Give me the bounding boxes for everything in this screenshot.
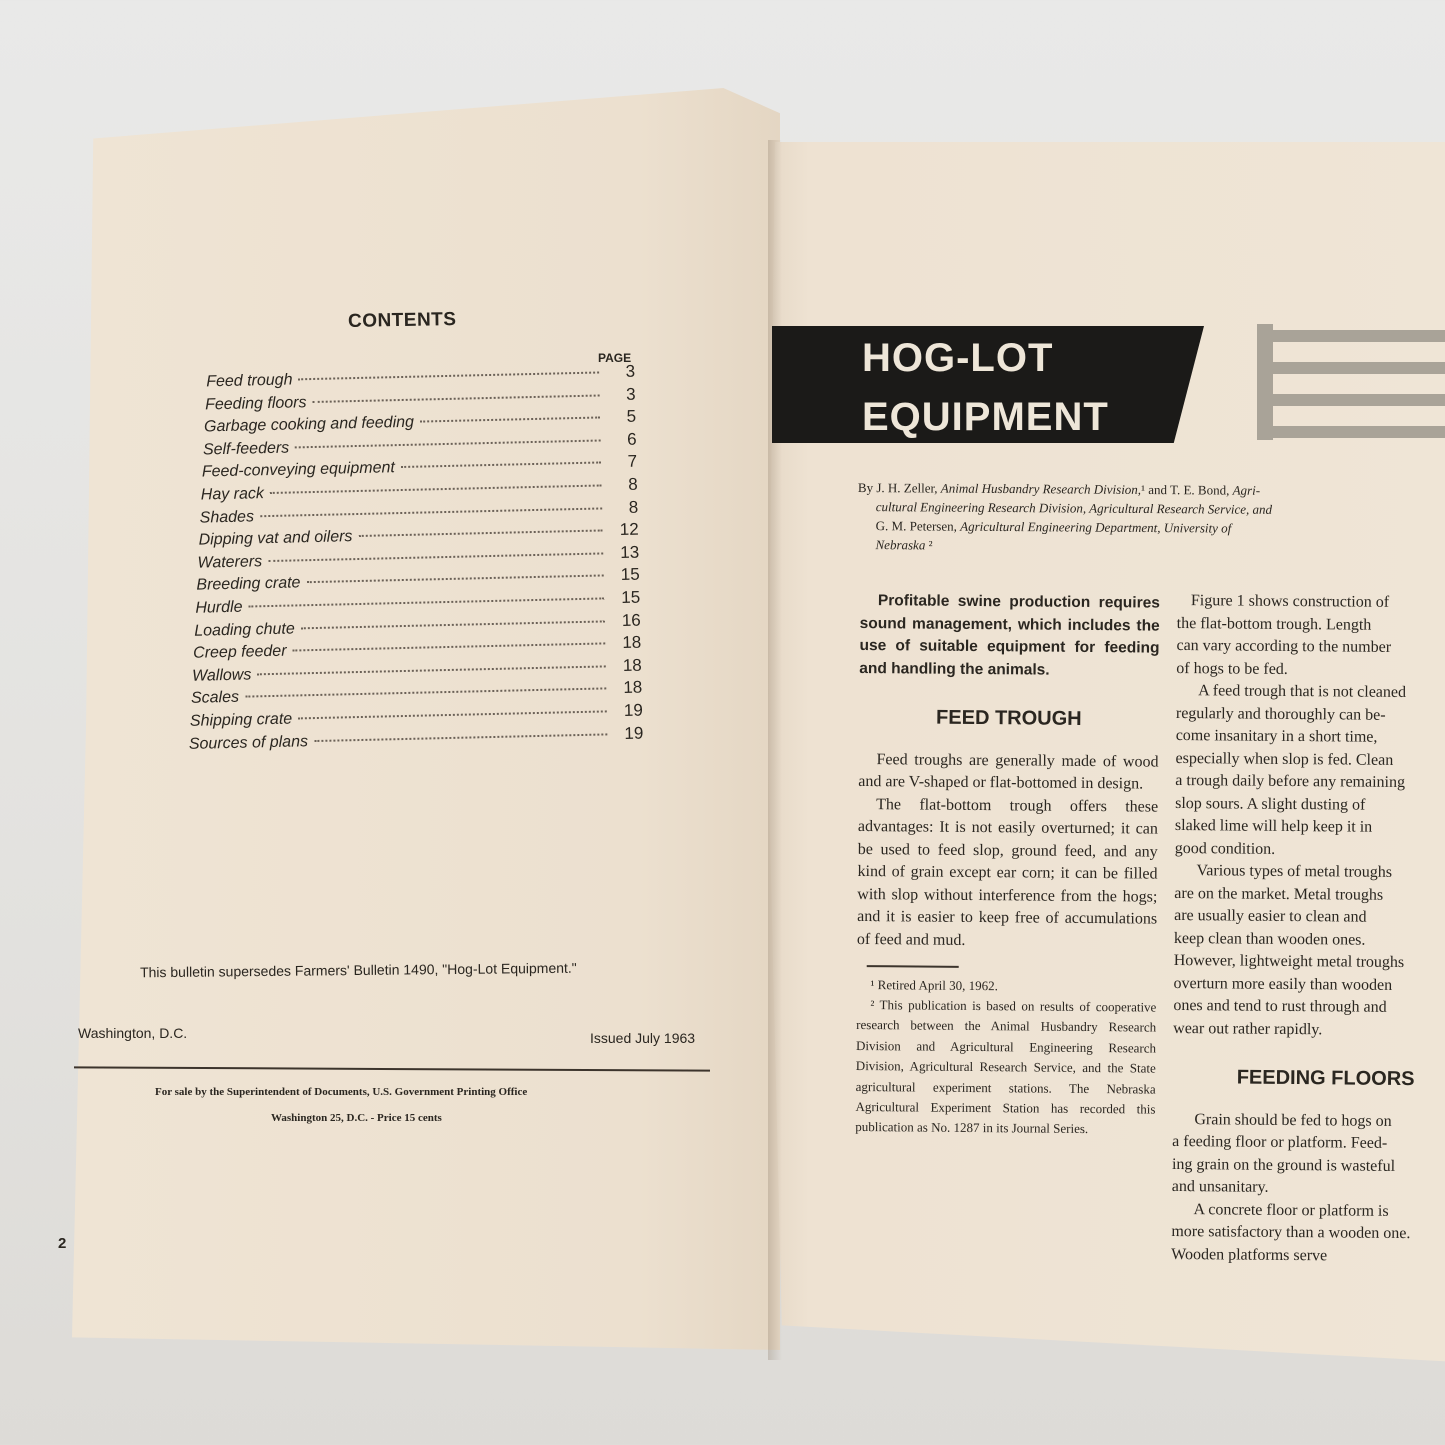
- byline-name: G. M. Petersen,: [875, 518, 961, 534]
- paragraph: [1171, 1198, 1445, 1268]
- toc-page-number: 7: [627, 452, 638, 472]
- text-line: good condition.: [1174, 839, 1276, 858]
- toc-leader-dots: [306, 575, 603, 584]
- text-line: slop sours. A slight dusting of: [1175, 794, 1366, 814]
- toc-leader-dots: [314, 733, 607, 742]
- byline-affiliation: Animal Husbandry Research Division,: [940, 480, 1142, 497]
- toc-page-number: 15: [620, 564, 640, 585]
- paragraph: The flat-bottom trough offers these advantages: It is not easily overturned; it can be used to feed slop, ground feed, and any kind of grain except ear corn; it can be filled with slop without interference from the hogs; and it is easier to keep free of accumulations of feed and mud.: [856, 795, 1159, 949]
- text-line: of hogs to be fed.: [1176, 659, 1288, 678]
- toc-label: Creep feeder: [192, 642, 287, 662]
- toc-page-number: 13: [620, 542, 640, 562]
- paragraph: [1175, 680, 1445, 863]
- text-line: ing grain on the ground is wasteful: [1171, 1155, 1396, 1175]
- text-line: However, lightweight metal troughs: [1173, 951, 1405, 971]
- gate-icon: [1255, 322, 1445, 442]
- issue-date: Issued July 1963: [590, 1030, 696, 1046]
- toc-label: Self-feeders: [202, 439, 290, 459]
- toc-leader-dots: [401, 462, 601, 469]
- text-line: keep clean than wooden ones.: [1173, 929, 1366, 949]
- toc-leader-dots: [268, 552, 603, 562]
- byline-name: ²: [925, 537, 933, 553]
- toc-leader-dots: [245, 688, 606, 698]
- text-line: regularly and thoroughly can be-: [1175, 704, 1386, 724]
- toc-leader-dots: [358, 530, 602, 538]
- toc-leader-dots: [301, 620, 605, 629]
- text-line: Wooden platforms serve: [1171, 1245, 1328, 1264]
- text-line: Grain should be fed to hogs on: [1194, 1110, 1392, 1130]
- byline-affiliation: Agricultural Engineering Department, University of: [960, 518, 1232, 536]
- toc-leader-dots: [298, 371, 599, 380]
- supersedes-note: This bulletin supersedes Farmers' Bulletin 1490, "Hog-Lot Equipment.": [139, 959, 577, 981]
- toc-label: Feeding floors: [204, 393, 307, 414]
- toc-leader-dots: [293, 643, 606, 652]
- toc-page-number: 18: [622, 632, 642, 653]
- toc-leader-dots: [257, 665, 605, 675]
- title-line-1: HOG-LOT: [862, 336, 1054, 380]
- text-line: A feed trough that is not cleaned: [1198, 682, 1407, 702]
- byline-name: By J. H. Zeller,: [857, 479, 941, 496]
- toc-label: Hurdle: [195, 598, 243, 617]
- toc-label: Breeding crate: [196, 574, 301, 595]
- toc-label: Garbage cooking and feeding: [203, 413, 415, 436]
- toc-page-number: 16: [621, 610, 641, 630]
- for-sale-line-2: Washington 25, D.C. - Price 15 cents: [271, 1112, 442, 1124]
- toc-label: Loading chute: [194, 619, 295, 640]
- page-number: 2: [58, 1235, 67, 1252]
- text-line: the flat-bottom trough. Length: [1176, 614, 1372, 634]
- text-line: Figure 1 shows construction of: [1190, 592, 1390, 611]
- lead-paragraph: Profitable swine production requires sound management, which includes the use of suitable equipment for feeding and handling the animals.: [859, 592, 1160, 679]
- toc-page-number: 19: [624, 723, 644, 743]
- text-line: A concrete floor or platform is: [1193, 1200, 1389, 1220]
- text-line: especially when slop is fed. Clean: [1175, 749, 1394, 769]
- text-line: overturn more easily than wooden: [1173, 974, 1393, 994]
- section-heading-feed-trough: FEED TROUGH: [936, 706, 1082, 730]
- toc-label: Shipping crate: [189, 710, 293, 730]
- toc-leader-dots: [270, 484, 602, 494]
- title-line-2: EQUIPMENT: [862, 395, 1109, 439]
- paragraph: [1172, 1108, 1445, 1201]
- page-column-label: PAGE: [598, 351, 632, 365]
- toc-page-number: 18: [622, 655, 642, 675]
- text-line: are usually easier to clean and: [1174, 906, 1367, 926]
- toc-label: Waterers: [197, 552, 263, 572]
- toc-label: Feed trough: [206, 371, 293, 391]
- author-byline: [857, 478, 1445, 558]
- text-line: wear out rather rapidly.: [1173, 1019, 1323, 1038]
- toc-page-number: 18: [623, 677, 643, 698]
- toc-page-number: 6: [626, 429, 637, 449]
- toc-page-number: 12: [619, 519, 639, 540]
- toc-label: Wallows: [191, 666, 252, 685]
- toc-label: Dipping vat and oilers: [198, 528, 353, 549]
- toc-leader-dots: [312, 394, 599, 403]
- toc-leader-dots: [260, 507, 602, 517]
- toc-page-number: 8: [627, 474, 638, 494]
- footnote-rule: [867, 965, 959, 967]
- byline-affiliation: Nebraska: [875, 537, 926, 553]
- toc-page-number: 5: [626, 406, 637, 427]
- text-line: are on the market. Metal troughs: [1174, 884, 1384, 904]
- toc-label: Shades: [199, 507, 255, 527]
- contents-title: CONTENTS: [347, 309, 457, 332]
- book-gutter: [768, 140, 782, 1360]
- toc-label: Feed-conveying equipment: [201, 459, 396, 481]
- section-heading-feeding-floors: FEEDING FLOORS: [1236, 1066, 1415, 1091]
- toc-page-number: 19: [623, 700, 644, 720]
- toc-page-number: 15: [621, 587, 641, 607]
- paragraph: Feed troughs are generally made of wood and are V-shaped or flat-bottomed in design.: [858, 750, 1159, 793]
- byline-affiliation: Agri-: [1232, 482, 1261, 498]
- article-column-left: [855, 590, 1160, 1140]
- text-line: can vary according to the number: [1176, 636, 1392, 656]
- text-line: slaked lime will help keep it in: [1174, 816, 1373, 836]
- article-column-right: [1171, 590, 1445, 1269]
- toc-leader-dots: [248, 597, 604, 607]
- byline-affiliation: cultural Engineering Research Division, Agricultural Research Service, and: [875, 499, 1273, 517]
- toc-leader-dots: [295, 439, 601, 448]
- toc-leader-dots: [420, 417, 600, 423]
- paragraph: [1176, 590, 1445, 683]
- toc-label: Scales: [190, 689, 240, 708]
- text-line: a trough daily before any remaining: [1175, 771, 1406, 791]
- table-of-contents: [180, 362, 644, 756]
- text-line: come insanitary in a short time,: [1175, 726, 1378, 746]
- for-sale-line-1: For sale by the Superintendent of Documents, U.S. Government Printing Office: [155, 1086, 528, 1098]
- text-line: Various types of metal troughs: [1196, 862, 1393, 881]
- publication-place: Washington, D.C.: [78, 1025, 188, 1041]
- text-line: ones and tend to rust through and: [1173, 996, 1387, 1016]
- footnote-1: ¹ Retired April 30, 1962.: [870, 976, 999, 993]
- toc-label: Sources of plans: [188, 732, 309, 753]
- toc-label: Hay rack: [200, 485, 265, 504]
- text-line: more satisfactory than a wooden one.: [1171, 1222, 1411, 1243]
- text-line: a feeding floor or platform. Feed-: [1172, 1132, 1388, 1152]
- toc-page-number: 3: [625, 361, 636, 381]
- footnote-2: ² This publication is based on results of cooperative research between the Animal Husbandry Research Division and Agricultural Engineering Research Division, Agricultural Research Service, and the State agricultural experiment stations. The Nebraska Agricultural Experiment Station has recorded this publication as No. 1287 in its Journal Series.: [855, 997, 1157, 1137]
- toc-page-number: 3: [625, 384, 636, 404]
- text-line: and unsanitary.: [1171, 1177, 1269, 1196]
- paragraph: [1173, 860, 1445, 1043]
- toc-page-number: 8: [628, 497, 639, 517]
- byline-name: ¹ and T. E. Bond,: [1141, 481, 1233, 498]
- toc-leader-dots: [298, 710, 607, 719]
